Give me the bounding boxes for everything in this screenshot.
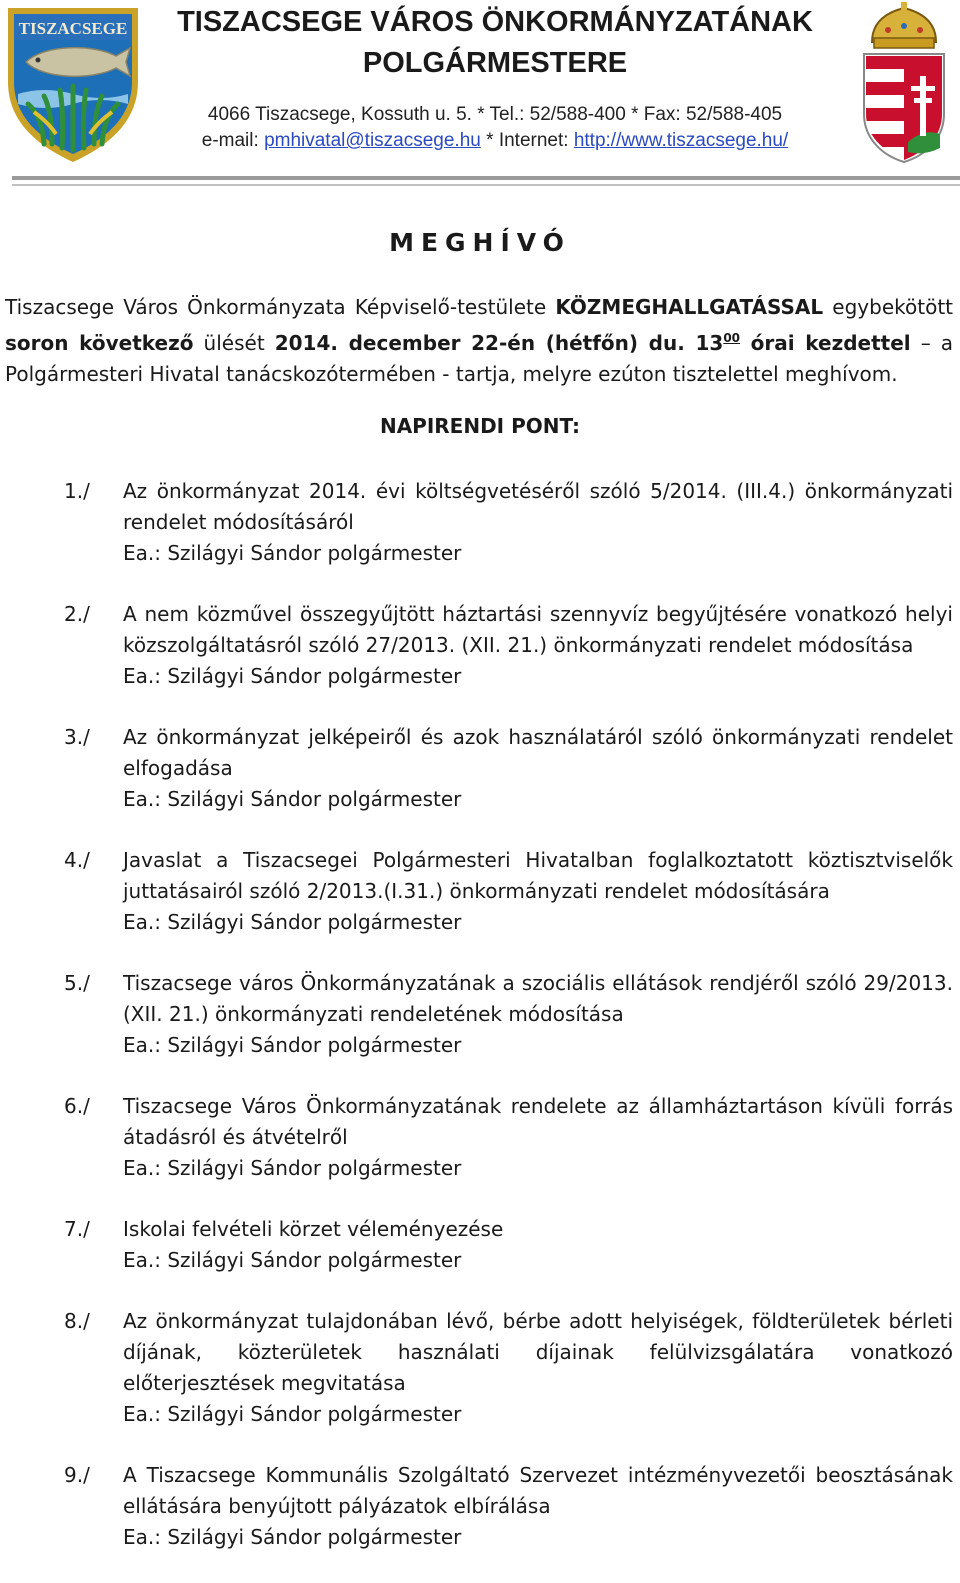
email-link[interactable]: pmhivatal@tiszacsege.hu — [264, 130, 481, 151]
intro-time-minutes: 00 — [723, 331, 741, 345]
agenda-item — [0, 968, 960, 1061]
tiszacsege-coat-of-arms-icon — [4, 4, 142, 164]
agenda-item-number: 7./ — [64, 1217, 90, 1241]
letterhead — [0, 0, 960, 190]
agenda-item-presenter: Ea.: Szilágyi Sándor polgármester — [123, 787, 462, 811]
agenda-item-text: Tiszacsege Város Önkormányzatának rendelete az államháztartáson kívüli forrás átadásról és átvételről — [123, 1094, 953, 1149]
agenda-list — [0, 476, 960, 1583]
agenda-item-presenter: Ea.: Szilágyi Sándor polgármester — [123, 1248, 462, 1272]
agenda-item — [0, 845, 960, 938]
agenda-item-number: 5./ — [64, 971, 90, 995]
agenda-item-number: 2./ — [64, 602, 90, 626]
agenda-item-text: A nem közművel összegyűjtött háztartási szennyvíz begyűjtésére vonatkozó helyi közszolgáltatásról szóló 27/2013. (XII. 21.) önkormányzati rendelet módosítása — [123, 602, 953, 657]
invitation-intro — [5, 292, 953, 390]
agenda-item — [0, 1460, 960, 1553]
agenda-item — [0, 599, 960, 692]
intro-public-hearing: KÖZMEGHALLGATÁSSAL — [555, 295, 824, 319]
agenda-item-presenter: Ea.: Szilágyi Sándor polgármester — [123, 1033, 462, 1057]
header-rule-thick — [12, 176, 960, 180]
agenda-item-number: 1./ — [64, 479, 90, 503]
intro-text-3: ülését — [193, 331, 275, 355]
agenda-title: NAPIRENDI PONT: — [379, 414, 581, 438]
agenda-item-presenter: Ea.: Szilágyi Sándor polgármester — [123, 1402, 462, 1426]
website-link[interactable]: http://www.tiszacsege.hu/ — [573, 130, 789, 151]
issuer-title-line2: POLGÁRMESTERE — [362, 47, 628, 79]
agenda-item — [0, 1214, 960, 1276]
intro-text-1: Tiszacsege Város Önkormányzata Képviselő-testülete — [5, 295, 556, 319]
hungarian-coat-of-arms-icon — [858, 2, 950, 164]
agenda-item-presenter: Ea.: Szilágyi Sándor polgármester — [123, 664, 462, 688]
intro-text-4: – a Polgármesteri Hivatal tanácskozótermében - tartja, melyre ezúton tisztelettel meghívom. — [5, 331, 953, 386]
agenda-item — [0, 476, 960, 569]
crest-banner-text: TISZACSEGE — [18, 19, 128, 38]
agenda-item-number: 3./ — [64, 725, 90, 749]
agenda-item-text: A Tiszacsege Kommunális Szolgáltató Szervezet intézményvezetői beosztásának ellátására benyújtott pályázatok elbírálása — [123, 1463, 953, 1518]
issuer-title-line1: TISZACSEGE VÁROS ÖNKORMÁNYZATÁNAK — [177, 6, 813, 38]
invitation-title: MEGHÍVÓ — [389, 228, 571, 257]
agenda-item-presenter: Ea.: Szilágyi Sándor polgármester — [123, 910, 462, 934]
agenda-item — [0, 1091, 960, 1184]
agenda-item-text: Javaslat a Tiszacsegei Polgármesteri Hivatalban foglalkoztatott köztisztviselők juttatásairól szóló 2/2013.(I.31.) önkormányzati rendelet módosítására — [123, 848, 953, 903]
internet-label: Internet: — [498, 130, 569, 151]
intro-regular-session: soron következő — [5, 331, 194, 355]
agenda-item-number: 9./ — [64, 1463, 90, 1487]
agenda-item — [0, 1306, 960, 1430]
agenda-item-text: Az önkormányzat jelképeiről és azok használatáról szóló önkormányzati rendelet elfogadása — [123, 725, 953, 780]
contact-separator: * — [486, 130, 494, 151]
intro-start-time: órai kezdettel — [740, 331, 911, 355]
agenda-item-text: Az önkormányzat tulajdonában lévő, bérbe adott helyiségek, földterületek bérleti díjának, közterületek használati díjainak felülvizsgálatára vonatkozó előterjesztések megvitatása — [123, 1309, 953, 1395]
agenda-item-text: Az önkormányzat 2014. évi költségvetéséről szóló 5/2014. (III.4.) önkormányzati rendelet módosításáról — [123, 479, 953, 534]
agenda-item-presenter: Ea.: Szilágyi Sándor polgármester — [123, 541, 462, 565]
intro-date: 2014. december 22-én (hétfőn) du. 13 — [274, 331, 724, 355]
agenda-item-presenter: Ea.: Szilágyi Sándor polgármester — [123, 1525, 462, 1549]
agenda-item-number: 6./ — [64, 1094, 90, 1118]
agenda-item-text: Iskolai felvételi körzet véleményezése — [123, 1217, 504, 1241]
agenda-item-number: 4./ — [64, 848, 90, 872]
header-rule-thin — [12, 184, 960, 186]
intro-text-2: egybekötött — [823, 295, 954, 319]
contact-line — [150, 128, 840, 154]
agenda-item-presenter: Ea.: Szilágyi Sándor polgármester — [123, 1156, 462, 1180]
agenda-item-text: Tiszacsege város Önkormányzatának a szociális ellátások rendjéről szóló 29/2013.(XII. 21.) önkormányzati rendeletének módosítása — [123, 971, 953, 1026]
address-line: 4066 Tiszacsege, Kossuth u. 5. * Tel.: 52/588-400 * Fax: 52/588-405 — [207, 104, 783, 125]
email-label: e-mail: — [201, 130, 259, 151]
agenda-item — [0, 722, 960, 815]
agenda-item-number: 8./ — [64, 1309, 90, 1333]
